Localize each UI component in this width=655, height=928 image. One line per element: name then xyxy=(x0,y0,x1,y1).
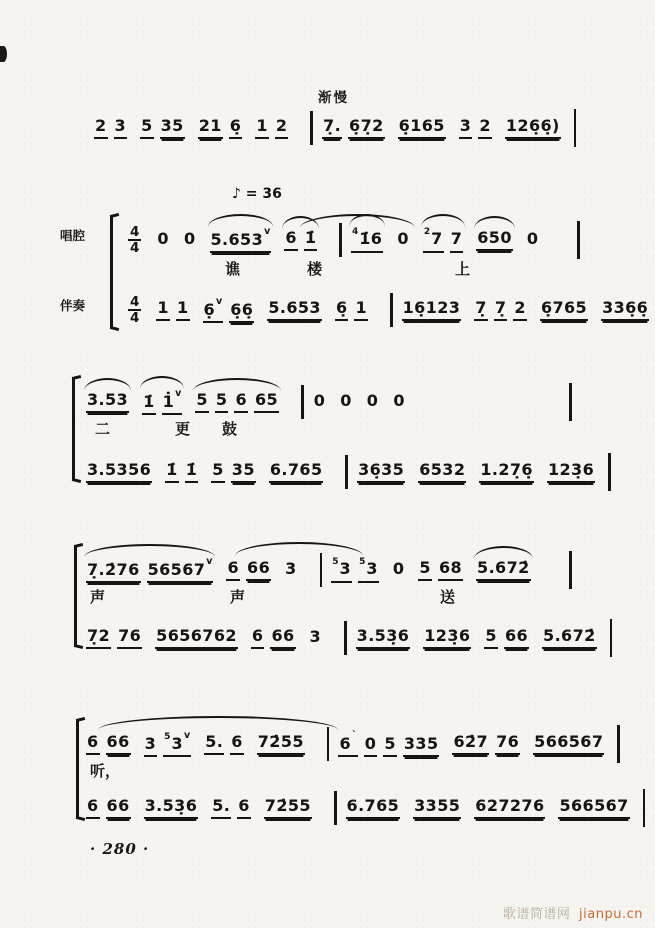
note: 6̣6̣ xyxy=(229,301,254,323)
note: 3 xyxy=(309,626,322,646)
note-group xyxy=(313,392,327,412)
note: 0 xyxy=(397,228,409,248)
note-group xyxy=(142,389,182,415)
note: 66 xyxy=(270,627,295,649)
note: 6.765 xyxy=(269,461,324,483)
tempo-marking: ♪ = 36 xyxy=(232,186,282,202)
system-5 xyxy=(58,710,629,822)
system-4 xyxy=(58,538,596,650)
note: 66 xyxy=(246,559,271,581)
part-label-accomp: 伴奏 xyxy=(60,298,86,313)
barline xyxy=(344,621,347,655)
note-group xyxy=(335,299,368,321)
breath-mark: v xyxy=(264,225,271,237)
note-group xyxy=(505,117,561,139)
note: 5.672̇ xyxy=(476,559,531,581)
note: 35 xyxy=(160,117,185,139)
note: 0 xyxy=(392,558,405,578)
note-group xyxy=(476,229,513,251)
note-group xyxy=(226,559,271,581)
note-group xyxy=(322,117,385,139)
note: 65 xyxy=(254,391,279,413)
note: 36̣35 xyxy=(357,461,405,483)
note: 7̣. xyxy=(322,117,342,139)
note: 6̣7̣2 xyxy=(348,117,385,139)
note-group xyxy=(195,391,279,413)
note-group xyxy=(86,627,142,649)
note-group xyxy=(203,297,255,323)
note: 3 xyxy=(144,735,158,757)
note: 1 xyxy=(156,299,170,321)
note: 72̇55 xyxy=(257,733,305,755)
note: 3.5356 xyxy=(86,461,152,483)
lyric: 更 xyxy=(175,420,191,438)
note-group xyxy=(396,230,410,250)
slur-arc xyxy=(235,542,363,556)
note-group xyxy=(479,461,534,483)
barline xyxy=(390,293,393,327)
note: 6̣ xyxy=(335,299,349,321)
note: 5 xyxy=(215,391,229,413)
breath-mark: v xyxy=(206,555,213,567)
time-signature-numerator: 4 xyxy=(130,223,140,240)
barline xyxy=(339,223,342,257)
melody-row xyxy=(94,108,574,148)
note: 6.765 xyxy=(346,797,401,819)
note-group xyxy=(366,392,380,412)
note-group xyxy=(156,230,170,250)
note: 3.53̣6 xyxy=(356,627,411,649)
note: 66 xyxy=(106,733,131,755)
lyrics-row xyxy=(86,760,572,784)
accomp-row xyxy=(86,788,629,828)
lyric: 声 xyxy=(230,588,246,606)
note-group xyxy=(210,227,272,253)
note: 627276 xyxy=(474,797,545,819)
barline xyxy=(334,791,337,825)
accomp-row xyxy=(128,290,649,330)
slur-arc xyxy=(98,716,338,730)
note: 5.653$^v$ xyxy=(210,227,272,253)
note: 336̣6̣ xyxy=(601,299,649,321)
note: 68 xyxy=(438,559,463,581)
note-group xyxy=(526,230,540,250)
note: 6 xyxy=(86,733,100,755)
note: 3.53̣6 xyxy=(144,797,199,819)
barline-end xyxy=(608,453,611,491)
grace-note: 4 xyxy=(352,227,359,238)
note-group xyxy=(267,299,322,321)
note: 6 xyxy=(230,733,244,755)
vocal-row xyxy=(86,382,572,422)
note: 2 xyxy=(513,299,527,321)
note-group xyxy=(423,627,471,649)
note: 126̣6̣) xyxy=(505,117,561,139)
note: 0 xyxy=(366,390,379,410)
note-group xyxy=(198,117,243,139)
note: 6̣ xyxy=(229,117,243,139)
note: 6 xyxy=(284,229,298,251)
note: 3 xyxy=(459,117,473,139)
note: 6 xyxy=(86,797,100,819)
note: 76 xyxy=(117,627,142,649)
note: 0 xyxy=(157,228,169,248)
note-group xyxy=(459,117,492,139)
system-1 xyxy=(94,104,574,154)
note: 5 xyxy=(484,627,498,649)
note-group xyxy=(356,627,411,649)
lyric: 鼓 xyxy=(222,420,238,438)
note: 650 xyxy=(476,229,513,251)
slur-arc xyxy=(300,214,415,228)
lyric: 听， xyxy=(90,762,121,780)
note: 62̇7 xyxy=(452,733,489,755)
note-group xyxy=(183,230,197,250)
lyric: 送 xyxy=(440,588,456,606)
note: 35 xyxy=(231,461,256,483)
grace-note: 2 xyxy=(423,227,431,238)
note-group xyxy=(284,560,298,580)
note: $^5$3 xyxy=(331,557,352,582)
note-group xyxy=(251,627,296,649)
note: $^4$1̇6 xyxy=(351,227,383,252)
barline-end xyxy=(569,551,572,589)
breath-mark: v xyxy=(175,387,182,399)
note: 5 xyxy=(418,559,432,581)
note-group xyxy=(484,627,529,649)
system-brace xyxy=(76,720,85,818)
note-group xyxy=(86,733,131,755)
vocal-row xyxy=(86,550,572,590)
note: 6532 xyxy=(418,461,466,483)
lyric: 二 xyxy=(95,420,111,438)
system-brace xyxy=(110,216,119,328)
note-group xyxy=(418,461,466,483)
note-group xyxy=(204,733,244,755)
note-group xyxy=(257,733,305,755)
note-group xyxy=(144,731,192,757)
note: 0 xyxy=(393,390,405,410)
note-group xyxy=(392,560,406,580)
note-group xyxy=(452,733,520,755)
time-signature xyxy=(128,295,141,325)
note: 0 xyxy=(340,390,352,410)
note-group xyxy=(540,299,588,321)
note: 5. xyxy=(204,733,224,755)
note-group xyxy=(156,299,189,321)
note-group xyxy=(338,731,439,757)
note: 3.53 xyxy=(86,391,129,413)
note-group xyxy=(86,797,131,819)
note: 1 xyxy=(176,299,190,321)
barline-end xyxy=(569,383,572,421)
note: 6̣$^v$ xyxy=(203,297,224,323)
note: 566567 xyxy=(533,733,604,755)
accomp-row xyxy=(86,618,596,658)
lyric: 声 xyxy=(90,588,106,606)
note-group xyxy=(533,733,604,755)
note-group xyxy=(211,461,256,483)
time-signature-denominator: 4 xyxy=(130,310,140,326)
note: 6 xyxy=(237,797,251,819)
note-group xyxy=(269,461,324,483)
breath-mark: v xyxy=(216,295,223,307)
note: 2 xyxy=(94,117,108,139)
note: 7̣ xyxy=(474,299,488,321)
barline xyxy=(320,553,323,587)
note-group xyxy=(86,391,129,413)
note-group xyxy=(542,627,597,649)
note-group xyxy=(474,299,527,321)
note: 56567$^v$ xyxy=(147,557,214,583)
note-group xyxy=(339,392,353,412)
note-group xyxy=(140,117,185,139)
time-signature-denominator: 4 xyxy=(130,240,140,256)
note-group xyxy=(264,797,312,819)
note-group xyxy=(86,557,213,583)
accomp-row xyxy=(86,452,595,492)
note: 3355 xyxy=(413,797,461,819)
note-group xyxy=(211,797,251,819)
note-group xyxy=(165,461,198,483)
note: 0 xyxy=(364,735,378,757)
barline-end xyxy=(617,725,620,763)
note-group xyxy=(418,559,463,581)
barline-end xyxy=(610,619,613,657)
note-group xyxy=(413,797,461,819)
note-group xyxy=(155,627,238,649)
note: 1.27̣6̣ xyxy=(479,461,534,483)
system-2 xyxy=(58,206,649,338)
note-group xyxy=(86,461,152,483)
note: 5 xyxy=(383,735,397,757)
note-group xyxy=(144,797,199,819)
note: 6̣765 xyxy=(540,299,588,321)
note-group xyxy=(351,227,383,252)
note: 2 xyxy=(275,117,289,139)
page-number: · 280 · xyxy=(90,840,150,858)
note-group xyxy=(402,299,462,321)
note-group xyxy=(309,628,323,648)
lyric: 谯 xyxy=(225,260,241,278)
note: 566567 xyxy=(558,797,629,819)
grace-note: 5 xyxy=(332,557,339,568)
lyrics-row xyxy=(128,258,580,282)
note-group xyxy=(255,117,288,139)
breath-mark: v xyxy=(183,729,191,741)
note-group xyxy=(601,299,649,321)
note: 5 xyxy=(211,461,225,483)
scan-artifact xyxy=(0,46,7,62)
note: $^2$7 xyxy=(423,227,444,252)
note: 6 xyxy=(251,627,265,649)
system-3 xyxy=(58,372,595,484)
note-group xyxy=(357,461,405,483)
note: 1 xyxy=(255,117,269,139)
note: 5.672̇ xyxy=(542,627,597,649)
note: 6 xyxy=(234,391,248,413)
note: 72̇55 xyxy=(264,797,312,819)
note: 1̇ xyxy=(304,229,318,251)
vocal-row xyxy=(86,724,604,764)
note-group xyxy=(398,117,446,139)
watermark-site-name: 歌谱简谱网 xyxy=(502,907,571,922)
note: 7̣.2̇76 xyxy=(86,561,141,583)
note: $^5$3 xyxy=(358,557,379,582)
barline-end xyxy=(574,109,577,147)
note: 7̣2 xyxy=(86,627,111,649)
note: $^5$3$^v$ xyxy=(163,731,191,757)
note: 5.653 xyxy=(267,299,322,321)
lyric: 楼 xyxy=(307,260,323,278)
note: 66 xyxy=(106,797,131,819)
note-group xyxy=(558,797,629,819)
note: 0 xyxy=(313,390,326,410)
note: 0 xyxy=(526,228,539,248)
note: 3 xyxy=(285,558,297,578)
watermark xyxy=(503,903,643,922)
note: 2 xyxy=(478,117,492,139)
note-group xyxy=(94,117,127,139)
part-label-vocal: 唱腔 xyxy=(60,228,86,243)
barline xyxy=(327,727,330,761)
note-group xyxy=(284,229,317,251)
note: 66 xyxy=(504,627,529,649)
note-group xyxy=(392,392,406,412)
note: 6̣165 xyxy=(398,117,446,139)
note-group xyxy=(331,557,379,582)
note: 3 xyxy=(114,117,128,139)
note: 123̣6 xyxy=(423,627,471,649)
note-group xyxy=(474,797,545,819)
barline-end xyxy=(643,789,646,827)
lyric: 上 xyxy=(455,260,471,278)
note-group xyxy=(476,559,531,581)
grace-note: 5 xyxy=(164,731,171,742)
note-group xyxy=(547,461,595,483)
lyrics-row xyxy=(86,586,572,610)
note: 76 xyxy=(495,733,520,755)
note: 5. xyxy=(211,797,231,819)
note: 6 xyxy=(226,559,240,581)
note: $6^ˋ$ xyxy=(338,731,357,757)
note: 335 xyxy=(403,735,440,757)
note: 7̣ xyxy=(494,299,508,321)
note: 21 xyxy=(198,117,223,139)
barline xyxy=(310,111,313,145)
note: 1̇ xyxy=(142,393,156,415)
barline xyxy=(301,385,304,419)
barline xyxy=(345,455,348,489)
lyrics-row xyxy=(86,418,572,442)
note: 5 xyxy=(195,391,209,413)
system-brace xyxy=(74,546,83,646)
grace-note: 5 xyxy=(359,557,366,568)
system-brace xyxy=(72,378,81,480)
note: 7 xyxy=(450,230,464,252)
time-signature-numerator: 4 xyxy=(130,293,140,310)
watermark-domain: jianpu.cn xyxy=(579,907,643,922)
time-signature xyxy=(128,225,141,255)
note-group xyxy=(423,227,463,252)
note: 5 xyxy=(140,117,154,139)
ritardando-marking: 渐慢 xyxy=(318,90,349,106)
note: 1 xyxy=(354,299,368,321)
note: 123̣6 xyxy=(547,461,595,483)
note: 1̇$^v$ xyxy=(162,389,183,415)
note: 16̣123 xyxy=(402,299,462,321)
note: 1̇ xyxy=(185,461,199,483)
note: 5656762 xyxy=(155,627,238,649)
barline-end xyxy=(577,221,580,259)
note: 0 xyxy=(183,228,196,248)
note: 1̇ xyxy=(165,461,179,483)
slide-mark: ˋ xyxy=(352,729,357,741)
note-group xyxy=(346,797,401,819)
